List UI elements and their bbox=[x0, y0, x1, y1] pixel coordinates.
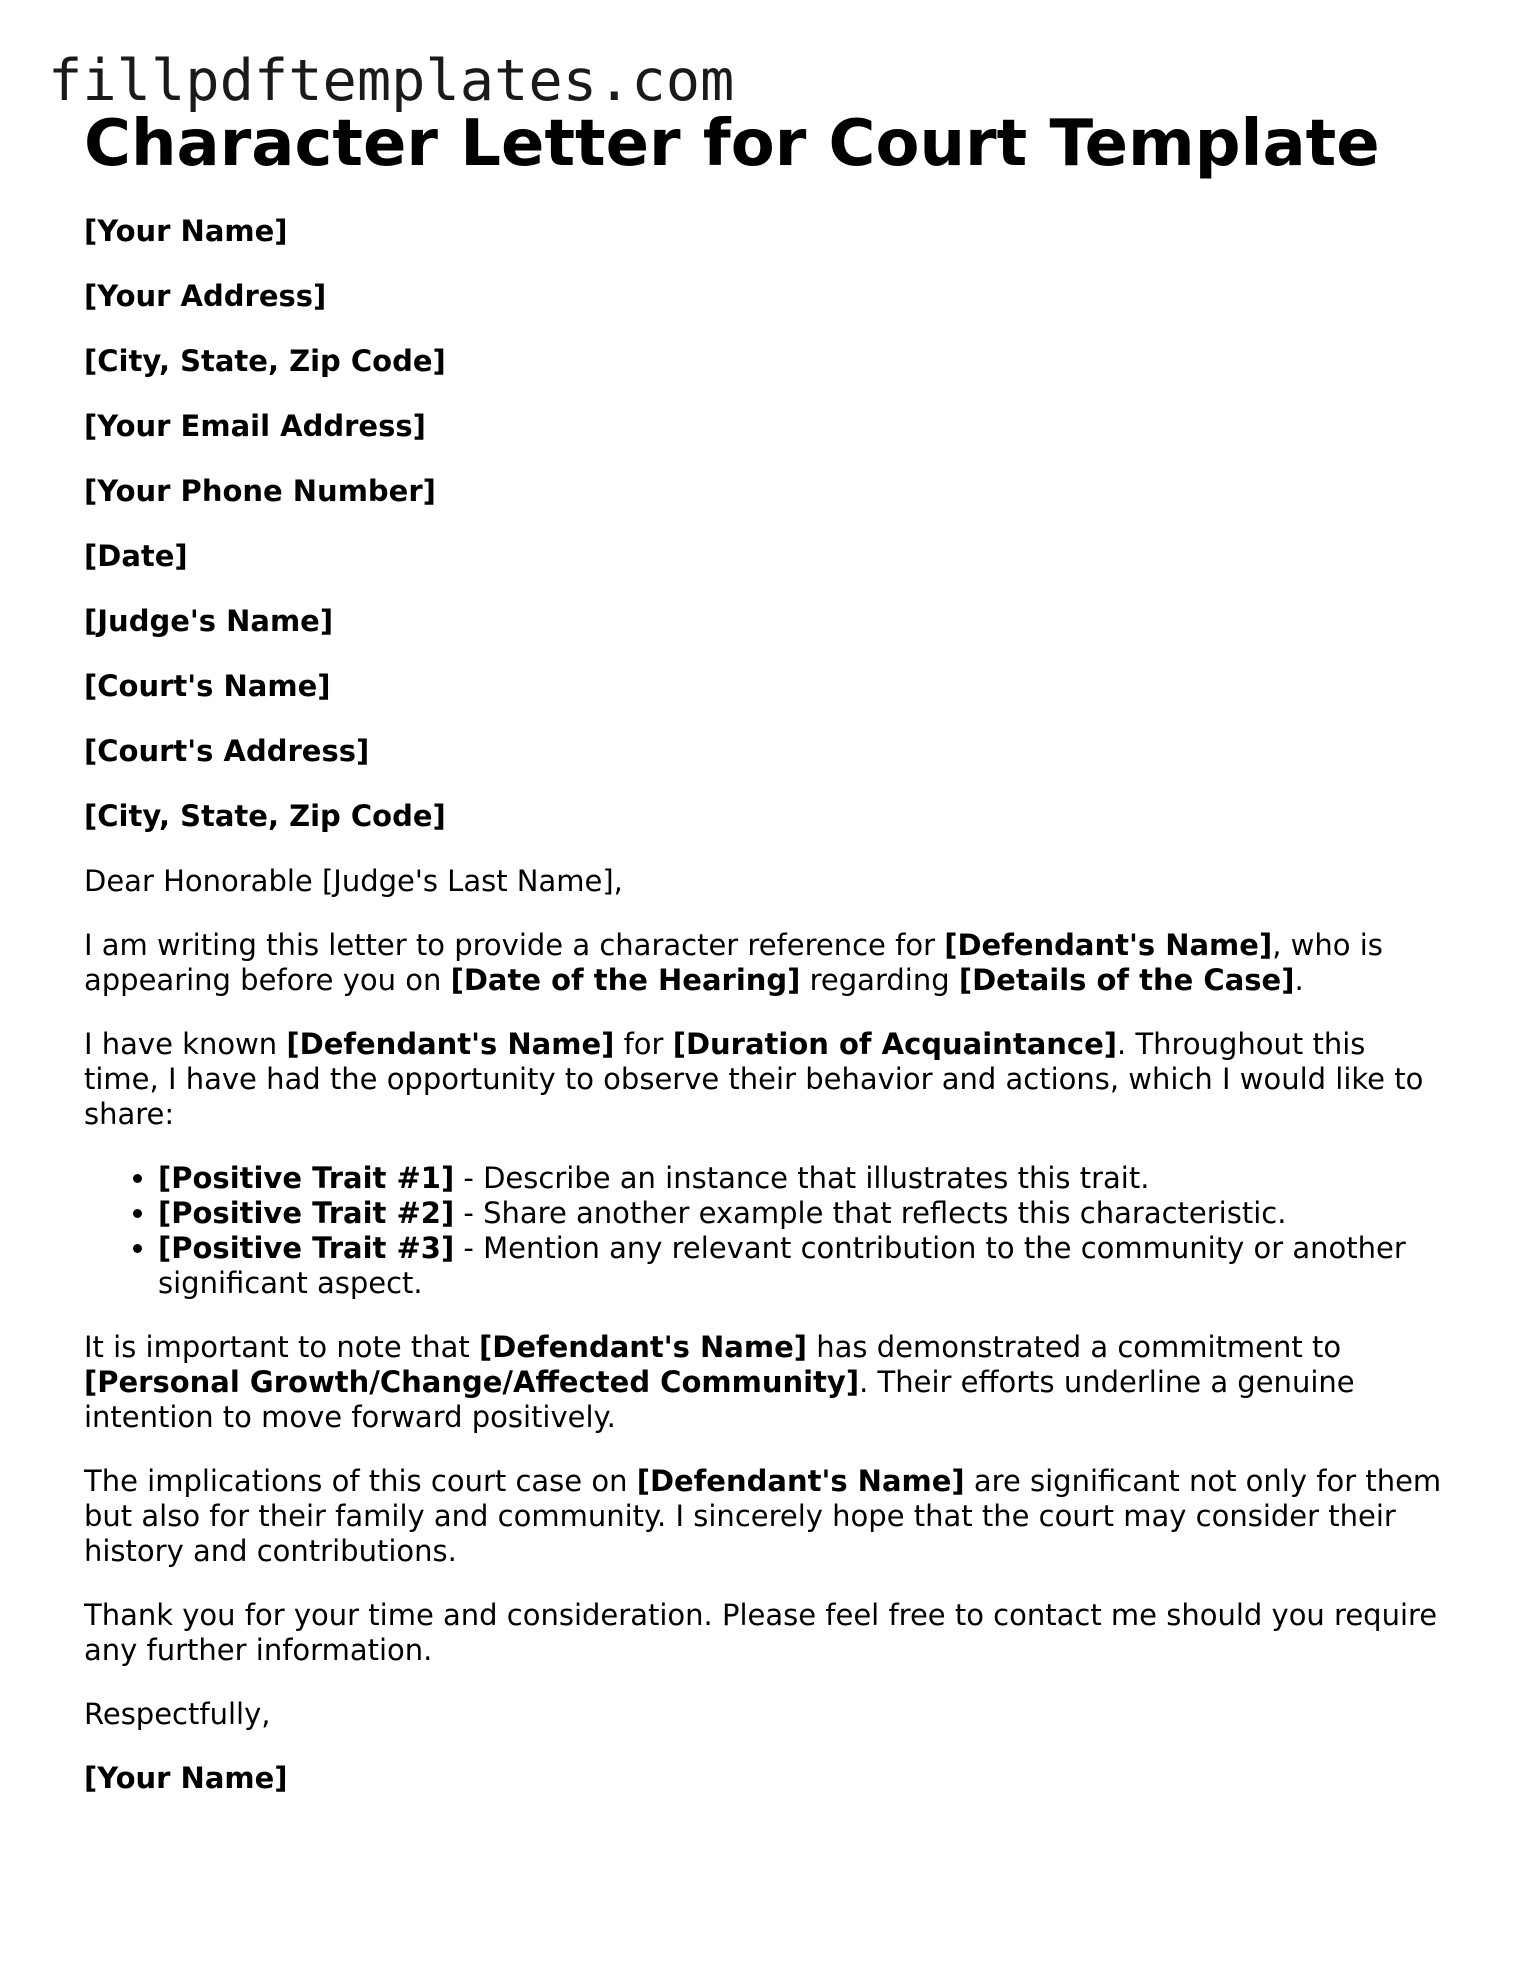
paragraph-implications bbox=[84, 1464, 1444, 1569]
defendant-name-placeholder: [Defendant's Name] bbox=[636, 1464, 965, 1498]
signature-name: [Your Name] bbox=[84, 1761, 288, 1795]
paragraph-acquaintance bbox=[84, 1027, 1444, 1132]
sender-block bbox=[84, 214, 1444, 834]
list-item bbox=[158, 1161, 1444, 1196]
para4-text-2: are significant not only for them but also for their family and community. I sincerely hope that the court may consider their history and contributions. bbox=[84, 1464, 1442, 1568]
salutation: Dear Honorable [Judge's Last Name], bbox=[84, 864, 623, 898]
para1-text-4: . bbox=[1294, 963, 1304, 997]
duration-placeholder: [Duration of Acquaintance] bbox=[672, 1027, 1118, 1061]
sender-city-state-zip: [City, State, Zip Code] bbox=[84, 344, 446, 378]
watermark-text: fillpdftemplates.com bbox=[48, 48, 735, 114]
court-address: [Court's Address] bbox=[84, 734, 370, 768]
judge-name: [Judge's Name] bbox=[84, 604, 334, 638]
sender-address: [Your Address] bbox=[84, 279, 327, 313]
defendant-name-placeholder: [Defendant's Name] bbox=[286, 1027, 615, 1061]
trait-label: [Positive Trait #2] bbox=[158, 1196, 455, 1230]
para2-text-1: I have known bbox=[84, 1027, 287, 1061]
para1-text-2: , who is appearing before you on bbox=[84, 928, 1383, 997]
trait-label: [Positive Trait #3] bbox=[158, 1231, 455, 1265]
letter-date: [Date] bbox=[84, 539, 188, 573]
trait-label: [Positive Trait #1] bbox=[158, 1161, 455, 1195]
para4-text-1: The implications of this court case on bbox=[84, 1464, 637, 1498]
sender-phone: [Your Phone Number] bbox=[84, 474, 436, 508]
para3-text-2: has demonstrated a commitment to bbox=[807, 1330, 1342, 1364]
court-name: [Court's Name] bbox=[84, 669, 331, 703]
letter-document bbox=[84, 98, 1444, 1796]
para2-text-2: for bbox=[614, 1027, 673, 1061]
sender-name: [Your Name] bbox=[84, 214, 288, 248]
court-city-state-zip: [City, State, Zip Code] bbox=[84, 799, 446, 833]
closing: Respectfully, bbox=[84, 1697, 271, 1731]
paragraph-thanks: Thank you for your time and consideration. Please feel free to contact me should you require any further information. bbox=[84, 1598, 1438, 1667]
trait-text: - Describe an instance that illustrates this trait. bbox=[454, 1161, 1150, 1195]
paragraph-commitment bbox=[84, 1330, 1444, 1435]
paragraph-intro bbox=[84, 928, 1444, 998]
trait-text: - Mention any relevant contribution to the community or another significant aspect. bbox=[158, 1231, 1406, 1300]
para1-text-1: I am writing this letter to provide a character reference for bbox=[84, 928, 945, 962]
traits-list bbox=[84, 1161, 1444, 1301]
para3-text-1: It is important to note that bbox=[84, 1330, 480, 1364]
defendant-name-placeholder: [Defendant's Name] bbox=[479, 1330, 807, 1364]
para1-text-3: regarding bbox=[800, 963, 959, 997]
trait-text: - Share another example that reflects this characteristic. bbox=[454, 1196, 1287, 1230]
sender-email: [Your Email Address] bbox=[84, 409, 426, 443]
growth-placeholder: [Personal Growth/Change/Affected Community] bbox=[84, 1365, 860, 1399]
hearing-date-placeholder: [Date of the Hearing] bbox=[450, 963, 801, 997]
para3-text-3: . Their efforts underline a genuine intention to move forward positively. bbox=[84, 1365, 1355, 1434]
list-item bbox=[158, 1231, 1444, 1301]
para2-text-3: . Throughout this time, I have had the opportunity to observe their behavior and actions, which I would like to share: bbox=[84, 1027, 1424, 1131]
list-item bbox=[158, 1196, 1444, 1231]
document-title: Character Letter for Court Template bbox=[84, 107, 1380, 181]
case-details-placeholder: [Details of the Case] bbox=[958, 963, 1295, 997]
defendant-name-placeholder: [Defendant's Name] bbox=[944, 928, 1273, 962]
